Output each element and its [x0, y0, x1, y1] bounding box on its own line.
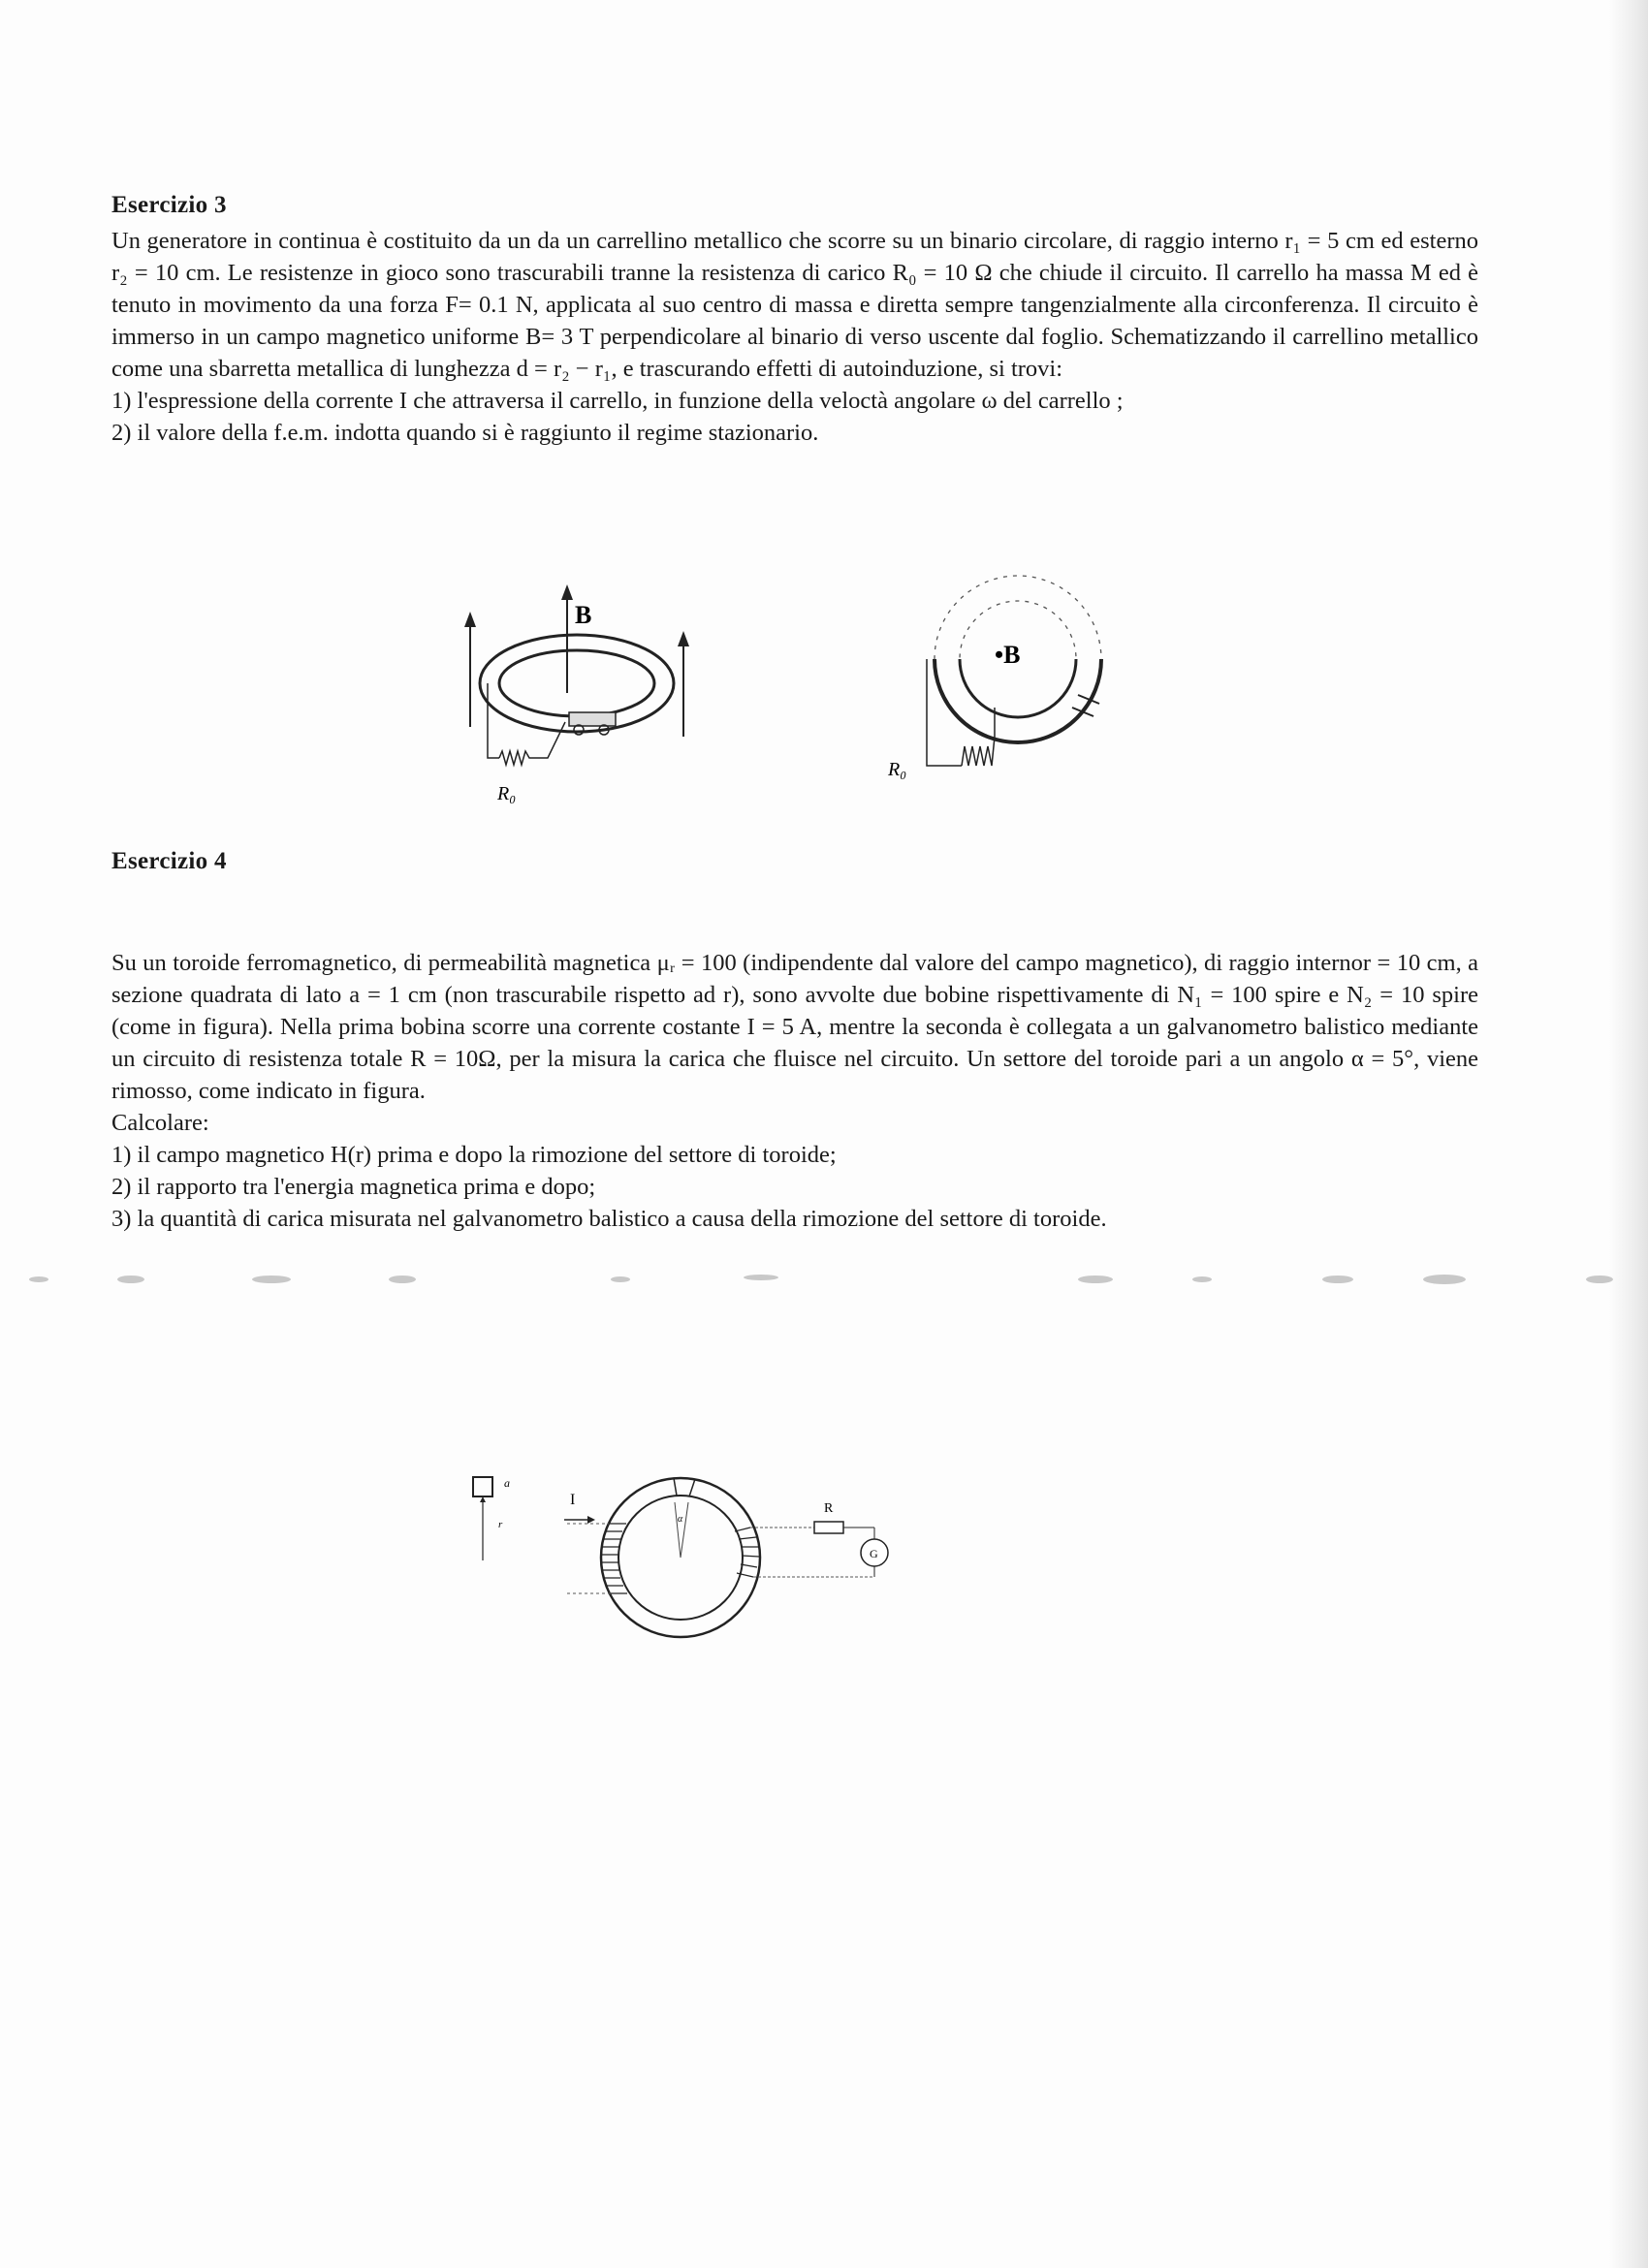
resistor-label: R₀ [497, 783, 517, 804]
resistor-label-top: R₀ [888, 759, 907, 780]
exercise-3-text: Un generatore in continua è costituito da un da un carrellino metallico che scorre su un binario circolare, di raggio interno r₁ = 5 cm ed esterno r₂ = 10 cm. Le resistenze in gioco sono trascurabili tranne la resistenza di carico R₀ = 10 Ω che chiude il circuito. Il carrello ha massa M ed è tenuto in movimento da una forza F= 0.1 N, applicata al suo centro di massa e diretta sempre tangenzialmente alla circonferenza. Il circuito è immerso in un campo magnetico uniforme B= 3 T perpendicolare al binario di verso uscente dal foglio. Schematizzando il carrellino metallico come una sbarretta metallica di lunghezza d = r₂ − r₁, e trascurando effetti di autoinduzione, si trovi: [111, 228, 1478, 382]
exercise-4-question-3: 3) la quantità di carica misurata nel galvanometro balistico a causa della rimozione del settore di toroide. [111, 1206, 1107, 1232]
exercise-4-question-2: 2) il rapporto tra l'energia magnetica prima e dopo; [111, 1174, 596, 1200]
exercise-3-question-1: 1) l'espressione della corrente I che attraversa il carrello, in funzione della veloctà angolare ω del carrello ; [111, 388, 1124, 414]
exercise-4-question-1: 1) il campo magnetico H(r) prima e dopo la rimozione del settore di toroide; [111, 1142, 837, 1168]
figure-ring-top-view [872, 562, 1125, 814]
current-label: I [570, 1492, 576, 1508]
exercise-3-title: Esercizio 3 [111, 192, 227, 218]
radius-label-r: r [498, 1519, 503, 1530]
scan-shadow [1609, 0, 1648, 2268]
exercise-3-question-2: 2) il valore della f.e.m. indotta quando si è raggiunto il regime stazionario. [111, 420, 819, 446]
scan-smudges [0, 1270, 1648, 1289]
field-label-b: B [575, 601, 592, 629]
exercise-4 [111, 947, 1478, 1235]
field-label-b-out: •B [995, 641, 1021, 669]
side-label-a: a [504, 1476, 510, 1490]
figure-ring-perspective [451, 577, 703, 819]
resistor-label-r: R [824, 1501, 834, 1516]
exercise-3 [111, 192, 1478, 449]
exercise-4-text: Su un toroide ferromagnetico, di permeabilità magnetica μᵣ = 100 (indipendente dal valore del campo magnetico), di raggio internor = 10 cm, a sezione quadrata di lato a = 1 cm (non trascurabile rispetto ad r), sono avvolte due bobine rispettivamente di N₁ = 100 spire e N₂ = 10 spire (come in figura). Nella prima bobina scorre una corrente costante I = 5 A, mentre la seconda è collegata a un galvanometro balistico mediante un circuito di resistenza totale R = 10Ω, per la misura la carica che fluisce nel circuito. Un settore del toroide pari a un angolo α = 5°, viene rimosso, come indicato in figura. [111, 950, 1478, 1104]
exercise-4-heading [111, 848, 1478, 881]
angle-label-alpha: α [678, 1514, 683, 1525]
figure-toroid [456, 1464, 911, 1657]
exercise-4-title: Esercizio 4 [111, 848, 227, 874]
exercise-4-calc: Calcolare: [111, 1110, 209, 1136]
galvanometer-label: G [870, 1547, 878, 1560]
